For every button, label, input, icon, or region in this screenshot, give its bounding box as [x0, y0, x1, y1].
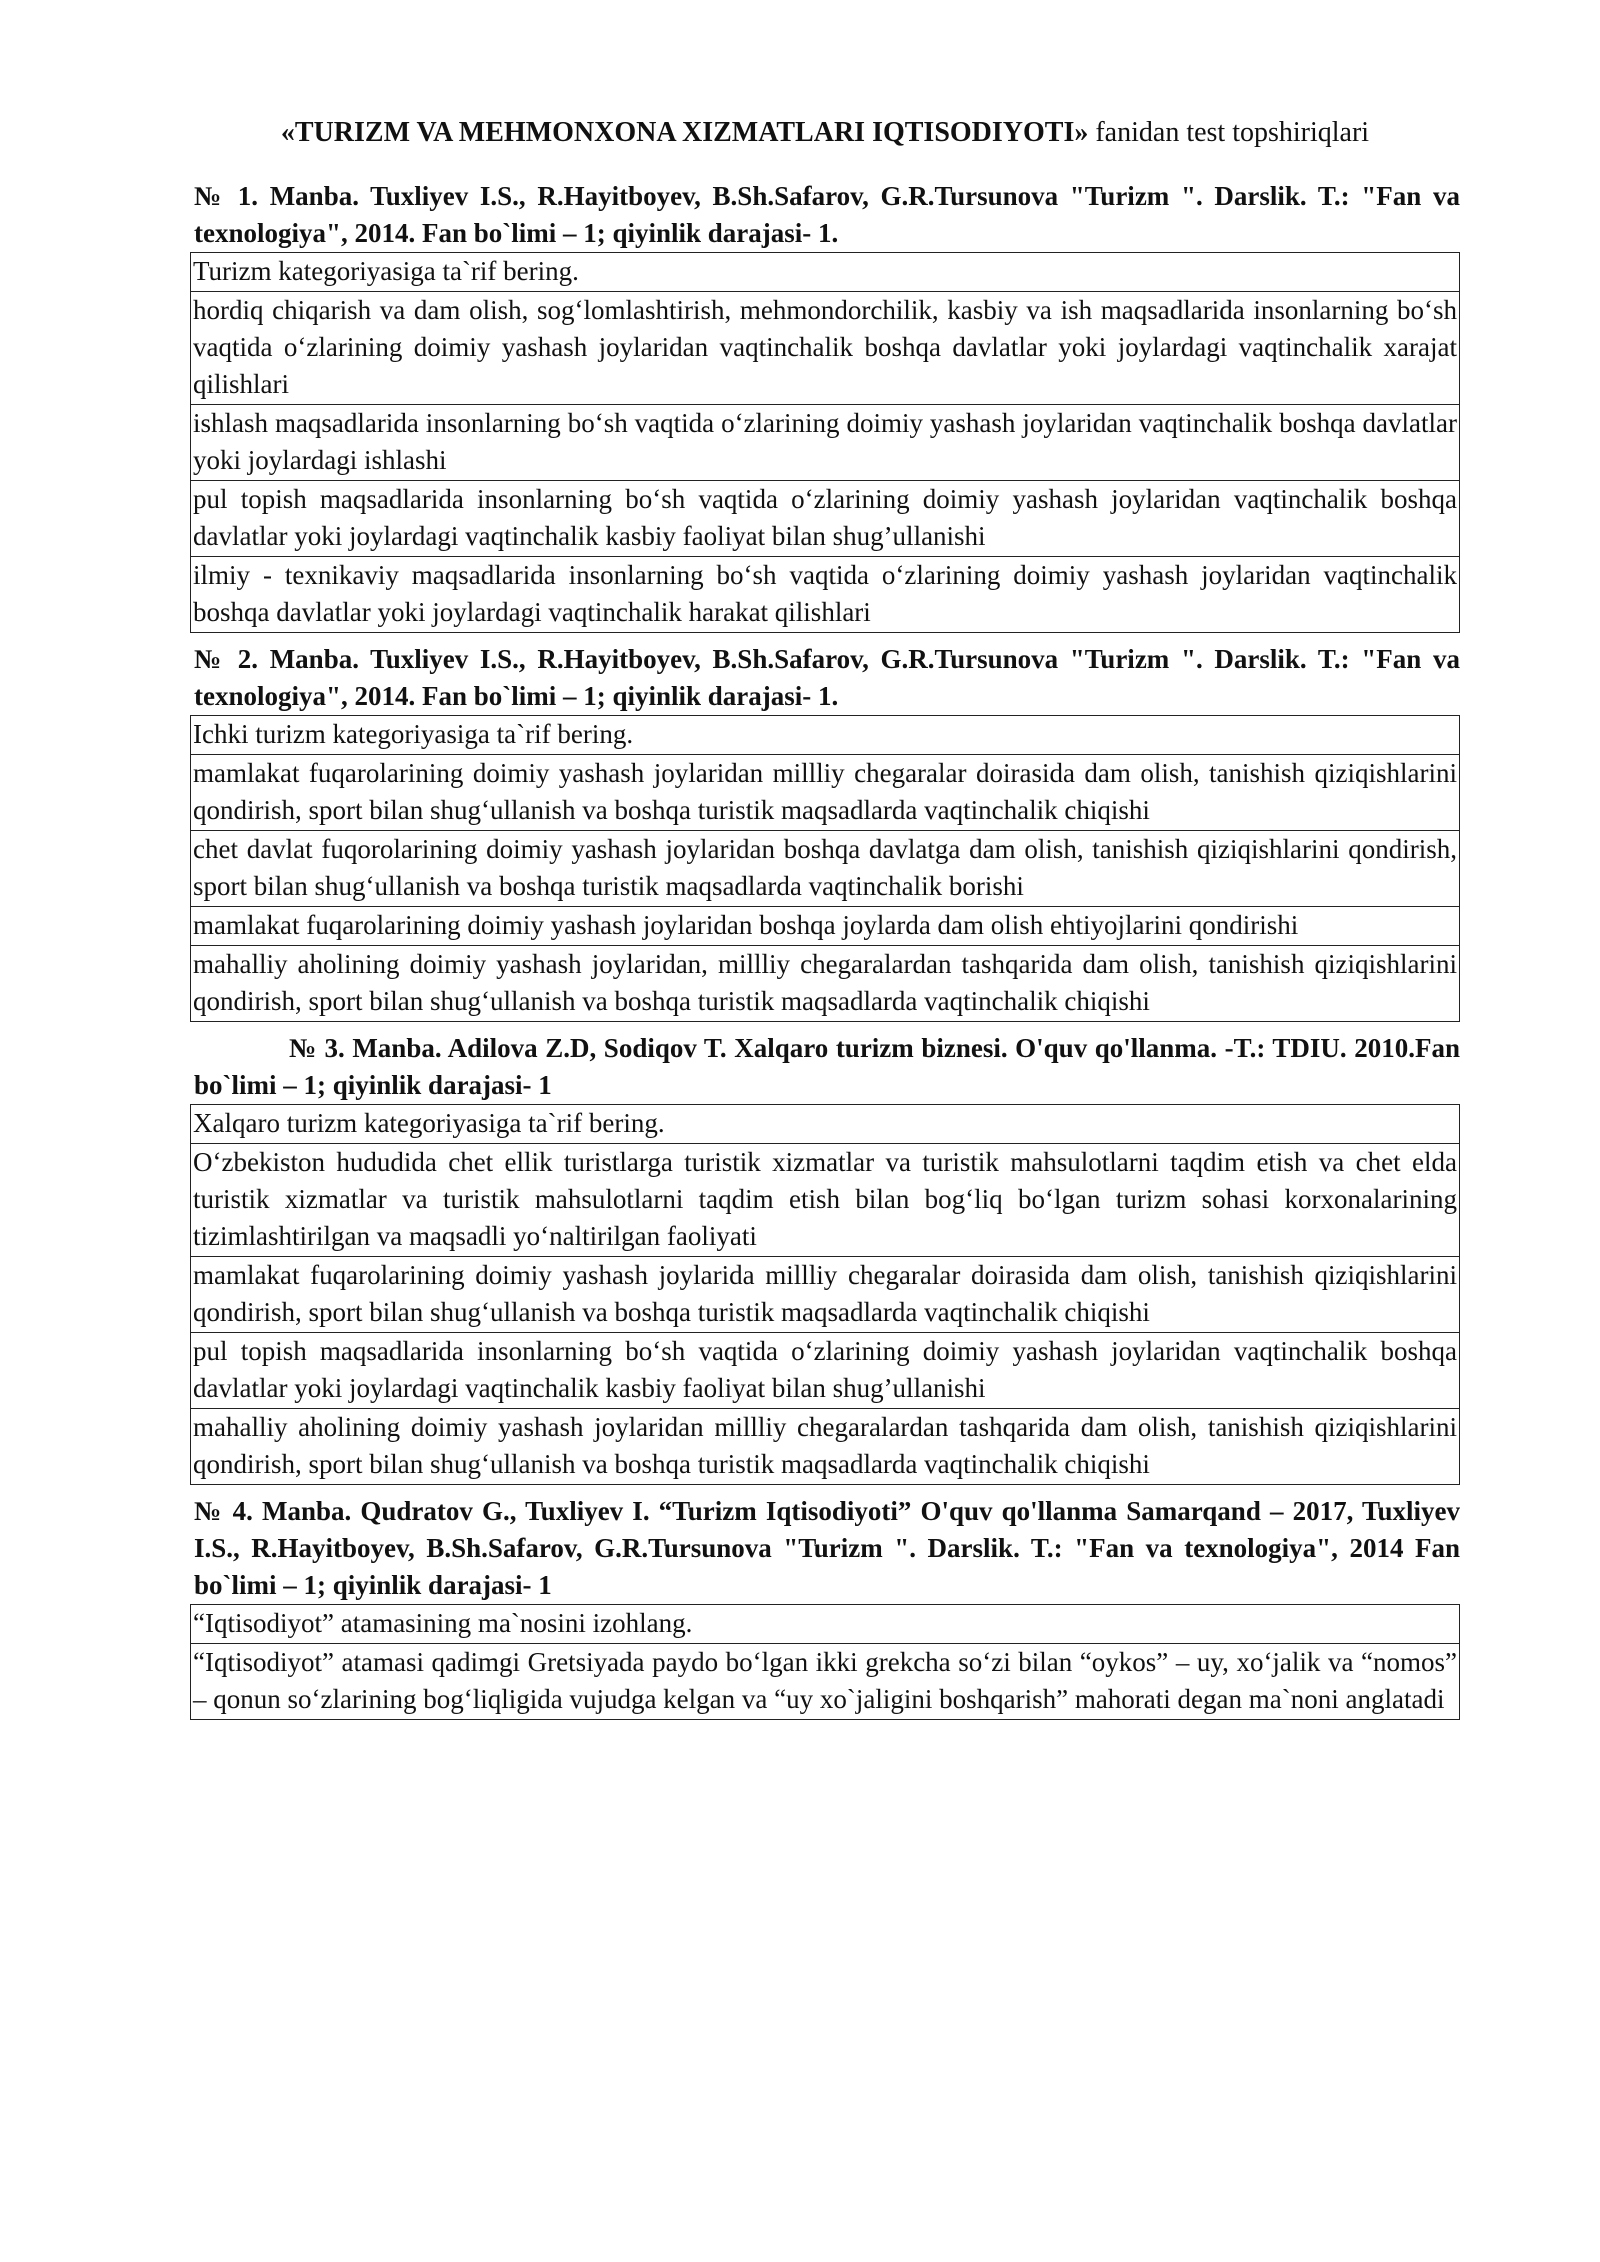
- document-title: [190, 114, 1460, 152]
- answer-row: [191, 1333, 1460, 1409]
- answer-row: [191, 831, 1460, 907]
- document-title-rest: fanidan test topshiriqlari: [1088, 117, 1370, 148]
- question-row: [191, 1605, 1460, 1644]
- answer-option: chet davlat fuqorolarining doimiy yashash joylaridan boshqa davlatga dam olish, tanishish qiziqishlarini qondirish, sport bilan shug‘ullanish va boshqa turistik maqsadlarda vaqtinchalik borishi: [191, 831, 1460, 907]
- answer-option: mahalliy aholining doimiy yashash joylaridan, millliy chegaralardan tashqarida dam olish, tanishish qiziqishlarini qondirish, sport bilan shug‘ullanish va boshqa turistik maqsadlarda vaqtinchalik chiqishi: [191, 946, 1460, 1022]
- answer-option: O‘zbekiston hududida chet ellik turistlarga turistik xizmatlar va turistik mahsulotlarni taqdim etish va chet elda turistik xizmatlar va turistik mahsulotlarni taqdim etish bilan bog‘liq bo‘lgan turizm sohasi korxonalarining tizimlashtirilgan va maqsadli yo‘naltirilgan faoliyati: [191, 1144, 1460, 1257]
- answer-row: [191, 755, 1460, 831]
- answer-row: [191, 1409, 1460, 1485]
- question-header: № 1. Manba. Tuxliyev I.S., R.Hayitboyev, B.Sh.Safarov, G.R.Tursunova "Turizm ". Darslik. T.: "Fan va texnologiya", 2014. Fan bo`limi – 1; qiyinlik darajasi- 1.: [194, 181, 1460, 248]
- answer-row: [191, 405, 1460, 481]
- question-text: Turizm kategoriyasiga ta`rif bering.: [191, 253, 1460, 292]
- answer-option: hordiq chiqarish va dam olish, sog‘lomlashtirish, mehmondorchilik, kasbiy va ish maqsadlarida insonlarning bo‘sh vaqtida o‘zlarining doimiy yashash joylaridan vaqtinchalik boshqa davlatlar yoki joylardagi vaqtinchalik xarajat qilishlari: [191, 292, 1460, 405]
- answer-row: [191, 1257, 1460, 1333]
- question-header: № 3. Manba. Adilova Z.D, Sodiqov T. Xalqaro turizm biznesi. O'quv qo'llanma. -T.: TDIU. 2010.Fan bo`limi – 1; qiyinlik darajasi- 1: [194, 1033, 1460, 1100]
- question-text: “Iqtisodiyot” atamasining ma`nosini izohlang.: [191, 1605, 1460, 1644]
- answer-option: mamlakat fuqarolarining doimiy yashash joylaridan boshqa joylarda dam olish ehtiyojlarini qondirishi: [191, 907, 1460, 946]
- answer-option: ishlash maqsadlarida insonlarning bo‘sh vaqtida o‘zlarining doimiy yashash joylaridan vaqtinchalik boshqa davlatlar yoki joylardagi ishlashi: [191, 405, 1460, 481]
- document-page: [190, 110, 1460, 1728]
- answer-row: [191, 1144, 1460, 1257]
- answer-row: [191, 481, 1460, 557]
- question-row: [191, 253, 1460, 292]
- question-row: [191, 716, 1460, 755]
- answer-option: mahalliy aholining doimiy yashash joylaridan millliy chegaralardan tashqarida dam olish, tanishish qiziqishlarini qondirish, sport bilan shug‘ullanish va boshqa turistik maqsadlarda vaqtinchalik chiqishi: [191, 1409, 1460, 1485]
- document-title-bold: «TURIZM VA MEHMONXONA XIZMATLARI IQTISODIYOTI»: [280, 117, 1089, 148]
- answer-option: pul topish maqsadlarida insonlarning bo‘sh vaqtida o‘zlarining doimiy yashash joylaridan vaqtinchalik boshqa davlatlar yoki joylardagi vaqtinchalik kasbiy faoliyat bilan shug’ullanishi: [191, 481, 1460, 557]
- answer-option: ilmiy - texnikaviy maqsadlarida insonlarning bo‘sh vaqtida o‘zlarining doimiy yashash joylaridan vaqtinchalik boshqa davlatlar yoki joylardagi vaqtinchalik harakat qilishlari: [191, 557, 1460, 633]
- question-block-2: [190, 641, 1460, 1022]
- question-text: Ichki turizm kategoriyasiga ta`rif bering.: [191, 716, 1460, 755]
- answer-row: [191, 946, 1460, 1022]
- question-row: [191, 1105, 1460, 1144]
- answer-row: [191, 1644, 1460, 1720]
- answer-option: pul topish maqsadlarida insonlarning bo‘sh vaqtida o‘zlarining doimiy yashash joylaridan vaqtinchalik boshqa davlatlar yoki joylardagi vaqtinchalik kasbiy faoliyat bilan shug’ullanishi: [191, 1333, 1460, 1409]
- question-block-4: [190, 1493, 1460, 1720]
- question-table: [190, 1104, 1460, 1485]
- answer-option: “Iqtisodiyot” atamasi qadimgi Gretsiyada paydo bo‘lgan ikki grekcha so‘zi bilan “oykos” – uy, xo‘jalik va “nomos” – qonun so‘zlarining bog‘liqligida vujudga kelgan va “uy xo`jaligini boshqarish” mahorati degan ma`noni anglatadi: [191, 1644, 1460, 1720]
- question-table: [190, 252, 1460, 633]
- answer-option: mamlakat fuqarolarining doimiy yashash joylarida millliy chegaralar doirasida dam olish, tanishish qiziqishlarini qondirish, sport bilan shug‘ullanish va boshqa turistik maqsadlarda vaqtinchalik chiqishi: [191, 1257, 1460, 1333]
- answer-row: [191, 907, 1460, 946]
- answer-row: [191, 292, 1460, 405]
- question-header: № 2. Manba. Tuxliyev I.S., R.Hayitboyev, B.Sh.Safarov, G.R.Tursunova "Turizm ". Darslik. T.: "Fan va texnologiya", 2014. Fan bo`limi – 1; qiyinlik darajasi- 1.: [194, 644, 1460, 711]
- question-block-1: [190, 178, 1460, 633]
- question-table: [190, 715, 1460, 1022]
- question-table: [190, 1604, 1460, 1720]
- answer-row: [191, 557, 1460, 633]
- answer-option: mamlakat fuqarolarining doimiy yashash joylaridan millliy chegaralar doirasida dam olish, tanishish qiziqishlarini qondirish, sport bilan shug‘ullanish va boshqa turistik maqsadlarda vaqtinchalik chiqishi: [191, 755, 1460, 831]
- question-text: Xalqaro turizm kategoriyasiga ta`rif bering.: [191, 1105, 1460, 1144]
- question-header: № 4. Manba. Qudratov G., Tuxliyev I. “Turizm Iqtisodiyoti” O'quv qo'llanma Samarqand – 2017, Tuxliyev I.S., R.Hayitboyev, B.Sh.Safarov, G.R.Tursunova "Turizm ". Darslik. T.: "Fan va texnologiya", 2014 Fan bo`limi – 1; qiyinlik darajasi- 1: [194, 1496, 1460, 1600]
- question-block-3: [190, 1030, 1460, 1485]
